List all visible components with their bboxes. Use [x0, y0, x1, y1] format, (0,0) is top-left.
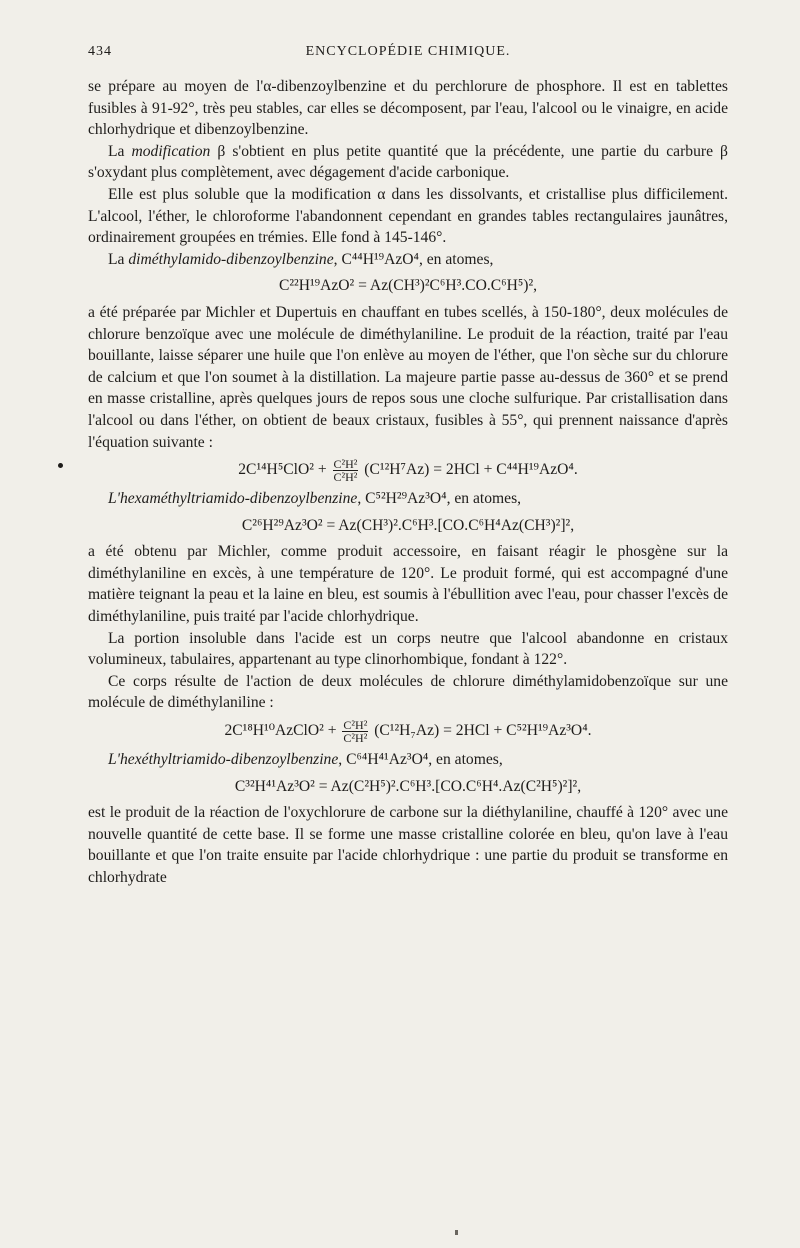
formula: C²²H¹⁹AzO² = Az(CH³)²C⁶H³.CO.C⁶H⁵)²,	[278, 277, 538, 295]
fraction: $\frac{\text{C²H²}}{\text{C²H²}}$	[343, 718, 368, 746]
running-title: ENCYCLOPÉDIE CHIMIQUE.	[305, 44, 511, 59]
margin-mark	[58, 463, 63, 468]
paragraph: a été préparée par Michler et Dupertuis en chauffant en tubes scellés, à 150-180°, deux molécules de chlorure benzoïque avec une molécule de diméthylaniline. Le produit de la réaction, traité par l'eau bouillante, laisse séparer une huile que l'on enlève au moyen de l'éther, que l'on sèche sur du chlorure de calcium et que l'on soumet à la distillation. La majeure partie passe au-dessus de 360° et se prend en masse cristalline, après quelques jours de repos sous une cloche sulfurique. Par cristallisation dans l'alcool ou dans l'éther, on obtient de beaux cristaux, fusibles à 55°, qui prennent naissance d'après l'équation suivante :	[88, 303, 728, 451]
paragraph: Elle est plus soluble que la modification α dans les dissolvants, et cristallise plus difficilement. L'alcool, l'éther, le chloroforme l'abandonnent cependant en grandes tables rectangulaires jaunâtres, ordinairement groupées en trémies. Elle fond à 145-146°.	[88, 185, 728, 247]
paragraph: L'hexéthyltriamido-dibenzoylbenzine, C⁶⁴H⁴¹Az³O⁴, en atomes,	[108, 751, 503, 769]
compound-name: L'hexéthyltriamido-dibenzoylbenzine	[108, 751, 339, 769]
fraction: $\frac{\text{C²H²}}{\text{C²H²}}$	[333, 457, 358, 485]
formula: C³²H⁴¹Az³O² = Az(C²H⁵)².C⁶H³.[CO.C⁶H⁴.Az(C²H⁵)²]²,	[234, 777, 582, 795]
paragraph: se prépare au moyen de l'α-dibenzoylbenzine et du perchlorure de phosphore. Il est en tablettes fusibles à 91-92°, très peu stables, car elles se décomposent, par l'eau, l'alcool ou le vinaigre, en acide chlorhydrique et dibenzoylbenzine.	[88, 78, 728, 139]
paragraph: La portion insoluble dans l'acide est un corps neutre que l'alcool abandonne en cristaux volumineux, tabulaires, appartenant au type clinorhombique, fondant à 122°.	[88, 629, 728, 669]
formula: C²⁶H²⁹Az³O² = Az(CH³)².C⁶H³.[CO.C⁶H⁴Az(CH³)²]²,	[241, 516, 575, 534]
compound-name: diméthylamido-dibenzoylbenzine	[128, 250, 334, 268]
paragraph: a été obtenu par Michler, comme produit accessoire, en faisant réagir le phosgène sur la diméthylaniline en excès, à une température de 120°. Le produit formé, qui est accompagné d'une matière teignant la peau et la laine en bleu, est soumis à l'ébullition avec l'eau, pour chasser l'excès de diméthylaniline, puis traité par l'acide chlorhydrique.	[88, 543, 728, 626]
paragraph: L'hexaméthyltriamido-dibenzoylbenzine, C⁵²H²⁹Az³O⁴, en atomes,	[108, 490, 522, 508]
equation: 2C¹⁴H⁵ClO² + $\frac{\text{C²H²}}{\text{C²H²}}$ (C¹²H⁷Az) = 2HCl + C⁴⁴H¹⁹AzO⁴.	[238, 457, 578, 485]
paragraph: Ce corps résulte de l'action de deux molécules de chlorure diméthylamidobenzoïque sur une molécule de diméthylaniline :	[88, 672, 728, 712]
body-text	[88, 76, 728, 889]
page-number: 434	[88, 44, 112, 59]
equation: 2C¹⁸H¹⁰AzClO² + $\frac{\text{C²H²}}{\text{C²H²}}$ (C¹²H₇Az) = 2HCl + C⁵²H¹⁹Az³O⁴.	[224, 718, 592, 746]
paragraph: La diméthylamido-dibenzoylbenzine, C⁴⁴H¹⁹AzO⁴, en atomes,	[108, 250, 494, 268]
emphasis: modification	[131, 142, 211, 160]
print-mark	[455, 1230, 458, 1235]
compound-name: L'hexaméthyltriamido-dibenzoylbenzine	[108, 490, 358, 508]
paragraph: est le produit de la réaction de l'oxychlorure de carbone sur la diéthylaniline, chauffé à 120° avec une nouvelle quantité de cette base. Il se forme une masse cristalline colorée en bleu, qu'on lave à l'eau bouillante et que l'on traite ensuite par l'acide chlorhydrique : une partie du produit se transforme en chlorhydrate	[88, 804, 728, 886]
paragraph: La modification β s'obtient en plus petite quantité que la précédente, une partie du carbure β s'oxydant plus complètement, avec dégagement d'acide carbonique.	[88, 142, 728, 182]
